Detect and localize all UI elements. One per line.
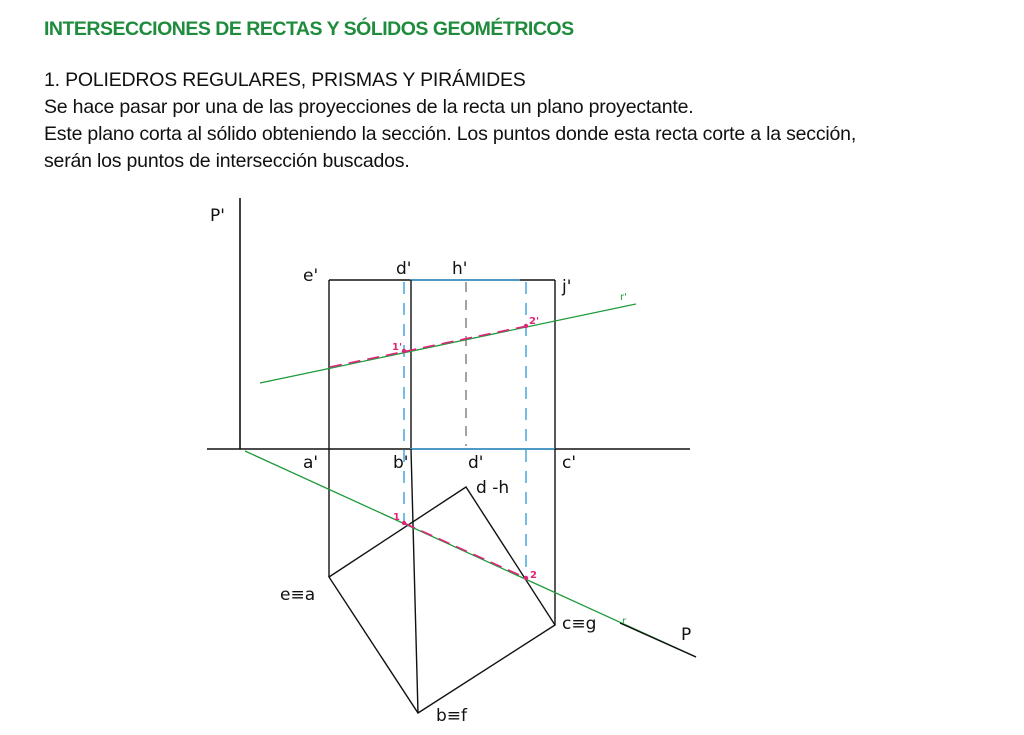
section-line-1: Se hace pasar por una de las proyecciones de la recta un plano proyectante. <box>44 96 694 118</box>
prism-plan-edge-b <box>411 449 418 713</box>
label-h-prime: h' <box>452 259 468 279</box>
prism-plan-base <box>329 487 555 713</box>
section-line-2: Este plano corta al sólido obteniendo la sección. Los puntos donde esta recta corte a la sección, <box>44 123 857 145</box>
intersection-point-2 <box>524 576 528 580</box>
label-point-1: 1 <box>393 512 400 523</box>
label-c-prime: c' <box>562 453 577 473</box>
label-d-prime-bottom: d' <box>468 453 484 473</box>
label-d-h: d -h <box>476 478 510 498</box>
label-point-2-prime: 2' <box>529 316 540 327</box>
label-plane-vertical-trace: P' <box>210 206 225 226</box>
label-a-prime: a' <box>303 453 319 473</box>
label-point-1-prime: 1' <box>392 342 403 353</box>
section-line-3: serán los puntos de intersección buscados. <box>44 150 410 172</box>
intersection-point-1 <box>402 521 406 525</box>
label-r: r <box>622 616 627 627</box>
intersection-point-1-prime <box>402 349 406 353</box>
label-plane-horizontal-trace: P <box>681 625 692 645</box>
page-title: INTERSECCIONES DE RECTAS Y SÓLIDOS GEOMÉTRICOS <box>44 18 574 40</box>
label-e-prime: e' <box>303 266 319 286</box>
label-b-f: b≡f <box>436 706 468 726</box>
label-point-2: 2 <box>530 570 537 581</box>
section-heading: 1. POLIEDROS REGULARES, PRISMAS Y PIRÁMIDES <box>44 69 526 91</box>
section-line-elevation <box>330 326 527 367</box>
intersection-point-2-prime <box>524 324 528 328</box>
label-d-prime-top: d' <box>396 259 412 279</box>
label-c-g: c≡g <box>562 614 597 634</box>
label-r-prime: r' <box>620 292 627 303</box>
label-e-a: e≡a <box>280 585 316 605</box>
label-j-prime: j' <box>562 277 572 297</box>
line-r-prime <box>260 304 636 383</box>
label-b-prime: b' <box>393 453 409 473</box>
